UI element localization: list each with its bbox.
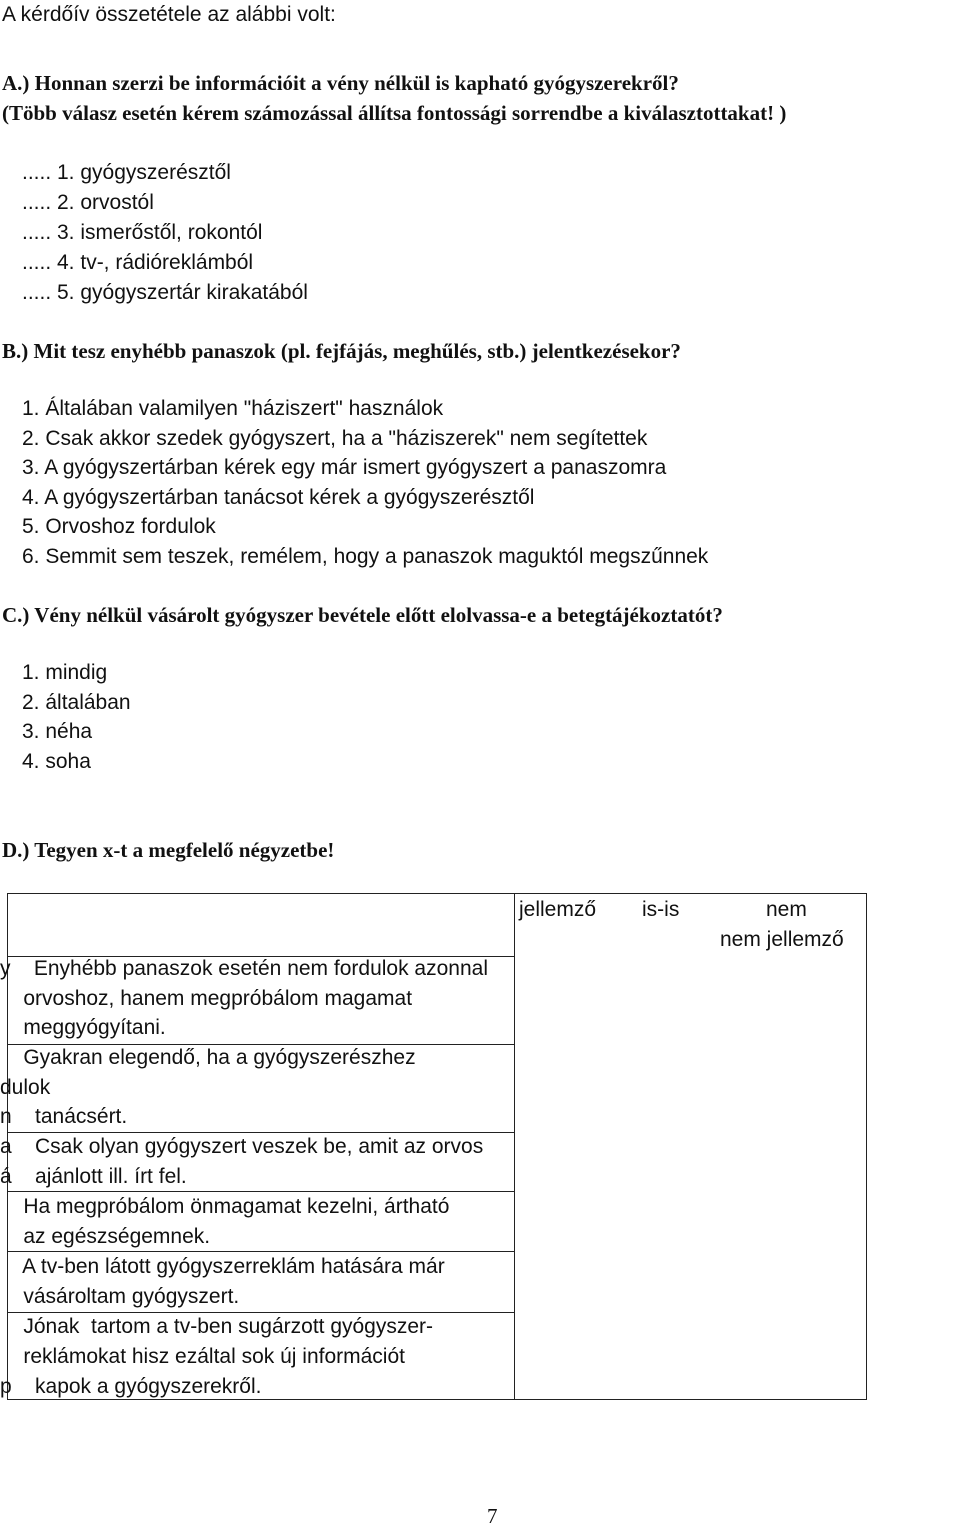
page-number: 7: [487, 1504, 498, 1528]
option-a-4: ..... 4. tv-, rádióreklámból: [22, 251, 254, 274]
question-b: B.) Mit tesz enyhébb panaszok (pl. fejfájás, meghűlés, stb.) jelentkezésekor?: [2, 339, 681, 363]
option-b-3: 3. A gyógyszertárban kérek egy már ismert gyógyszert a panaszomra: [22, 456, 667, 479]
statement-line-9: Ha megpróbálom önmagamat kezelni, ártható: [0, 1195, 450, 1218]
table-col-divider: [514, 893, 515, 1400]
option-b-6: 6. Semmit sem teszek, remélem, hogy a panaszok maguktól megszűnnek: [22, 545, 709, 568]
header-nem-jellemzo: nem jellemző: [720, 928, 844, 951]
statement-line-7: a Csak olyan gyógyszert veszek be, amit az orvos: [0, 1135, 484, 1158]
statements-column: [0, 893, 514, 1400]
statement-line-13: Jónak tartom a tv-ben sugárzott gyógyszer-: [0, 1315, 434, 1338]
statement-line-11: A tv-ben látott gyógyszerreklám hatására már: [0, 1255, 445, 1278]
option-c-2: 2. általában: [22, 691, 131, 714]
option-a-5: ..... 5. gyógyszertár kirakatából: [22, 281, 308, 304]
option-b-1: 1. Általában valamilyen "háziszert" használok: [22, 397, 444, 420]
statement-line-1: y Enyhébb panaszok esetén nem fordulok azonnal: [0, 957, 488, 980]
statement-line-4: Gyakran elegendő, ha a gyógyszerészhez: [0, 1046, 416, 1069]
question-a-line2: (Több válasz esetén kérem számozással állítsa fontossági sorrendbe a kiválasztottakat! ): [2, 101, 787, 125]
option-c-1: 1. mindig: [22, 661, 108, 684]
statement-line-8: á ajánlott ill. írt fel.: [0, 1165, 187, 1188]
option-a-1: ..... 1. gyógyszerésztől: [22, 161, 231, 184]
statement-line-12: vásároltam gyógyszert.: [0, 1285, 240, 1308]
option-a-3: ..... 3. ismerőstől, rokontól: [22, 221, 263, 244]
intro-text: A kérdőív összetétele az alábbi volt:: [2, 3, 336, 26]
header-is-is: is-is: [642, 898, 680, 921]
statement-line-2: orvoshoz, hanem megpróbálom magamat: [0, 987, 413, 1010]
question-c: C.) Vény nélkül vásárolt gyógyszer bevétele előtt elolvassa-e a betegtájékoztatót?: [2, 603, 723, 627]
statement-line-5: dulok: [0, 1076, 51, 1099]
statement-line-15: p kapok a gyógyszerekről.: [0, 1375, 262, 1398]
question-a-line1: A.) Honnan szerzi be információit a vény nélkül is kapható gyógyszerekről?: [2, 71, 679, 95]
statement-line-14: reklámokat hisz ezáltal sok új információt: [0, 1345, 405, 1368]
header-jellemzo: jellemző: [519, 898, 597, 921]
option-c-3: 3. néha: [22, 720, 93, 743]
option-b-4: 4. A gyógyszertárban tanácsot kérek a gyógyszerésztől: [22, 486, 535, 509]
option-b-2: 2. Csak akkor szedek gyógyszert, ha a "háziszerek" nem segítettek: [22, 427, 648, 450]
option-b-5: 5. Orvoshoz fordulok: [22, 515, 216, 538]
statement-line-10: az egészségemnek.: [0, 1225, 211, 1248]
header-nem: nem: [766, 898, 807, 921]
statement-line-6: n tanácsért.: [0, 1105, 128, 1128]
option-c-4: 4. soha: [22, 750, 91, 773]
table-right-border: [866, 893, 867, 1400]
question-d: D.) Tegyen x-t a megfelelő négyzetbe!: [2, 838, 335, 862]
statement-line-3: meggyógyítani.: [0, 1016, 166, 1039]
option-a-2: ..... 2. orvostól: [22, 191, 154, 214]
